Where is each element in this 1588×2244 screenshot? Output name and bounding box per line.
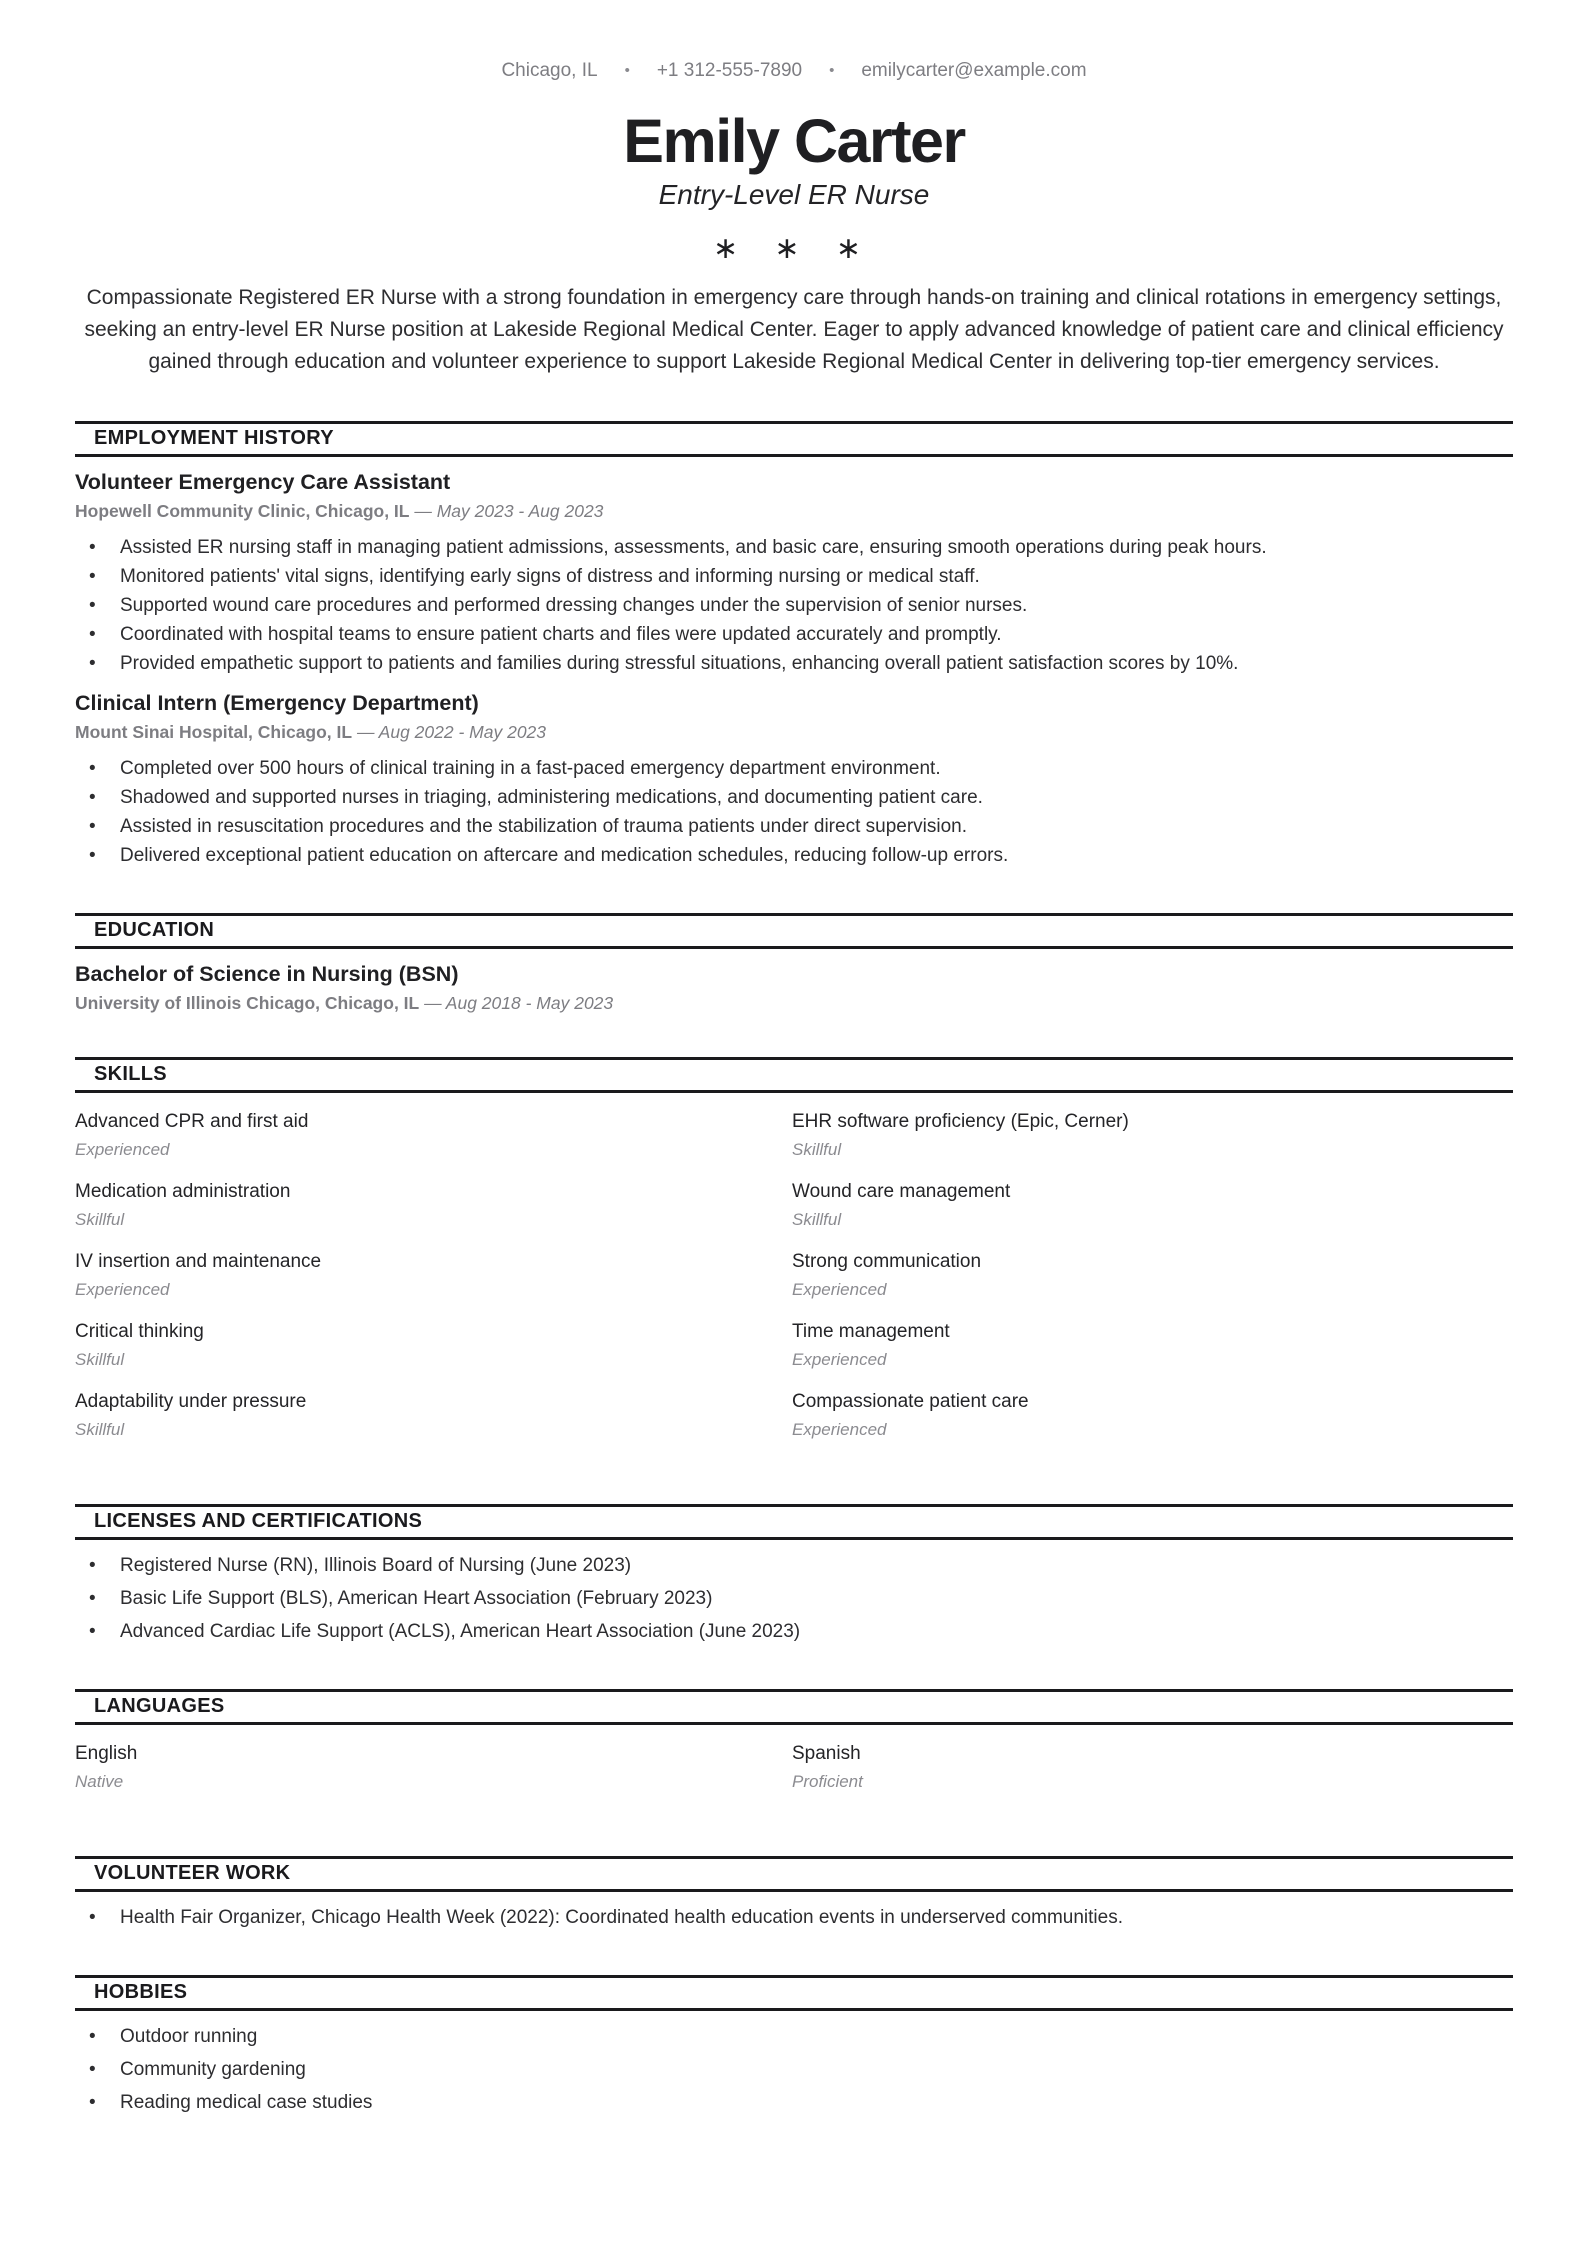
section-heading-skills: SKILLS [75,1057,1513,1093]
skill-name: Compassionate patient care [792,1391,1029,1413]
job-title: Clinical Intern (Emergency Department) [75,691,479,716]
education-entry [75,962,1513,1014]
contact-email: emilycarter@example.com [861,60,1087,81]
hobby-list [75,2022,1513,2117]
skill-level: Experienced [792,1420,887,1440]
degree-title: Bachelor of Science in Nursing (BSN) [75,962,459,987]
skill-name: IV insertion and maintenance [75,1251,322,1273]
job-dates: — May 2023 - Aug 2023 [414,501,604,522]
skill-level: Experienced [792,1350,887,1370]
skill-item [792,1391,1513,1440]
job-entry [75,691,1513,870]
skill-level: Experienced [75,1140,170,1160]
candidate-title: Entry-Level ER Nurse [658,179,930,211]
section-heading-hobbies: HOBBIES [75,1975,1513,2011]
skill-level: Skillful [792,1140,842,1160]
job-bullet: • Coordinated with hospital teams to ensure patient charts and files were updated accurately and promptly. [75,620,1513,649]
skill-name: EHR software proficiency (Epic, Cerner) [792,1111,1129,1133]
skill-item [75,1321,792,1370]
skill-item [792,1321,1513,1370]
education-org-dates [75,993,1513,1014]
job-bullet: • Shadowed and supported nurses in triaging, administering medications, and documenting patient care. [75,783,1513,812]
skill-name: Time management [792,1321,950,1343]
job-bullet: • Delivered exceptional patient education on aftercare and medication schedules, reducing follow-up errors. [75,841,1513,870]
contact-separator-dot: • [829,62,835,79]
job-bullet: • Supported wound care procedures and performed dressing changes under the supervision of senior nurses. [75,591,1513,620]
section-heading-education: EDUCATION [75,913,1513,949]
candidate-name: Emily Carter [623,107,965,175]
volunteer-item: • Health Fair Organizer, Chicago Health Week (2022): Coordinated health education events in underserved communities. [75,1903,1513,1932]
section-volunteer-work [75,1856,1513,1932]
job-bullet-list [75,754,1513,870]
job-bullet: • Provided empathetic support to patients and families during stressful situations, enhancing overall patient satisfaction scores by 10%. [75,649,1513,678]
language-level: Native [75,1772,124,1792]
section-heading-languages: LANGUAGES [75,1689,1513,1725]
section-languages [75,1689,1513,1813]
license-item: • Registered Nurse (RN), Illinois Board of Nursing (June 2023) [75,1551,1513,1580]
skill-name: Adaptability under pressure [75,1391,307,1413]
skill-item [792,1251,1513,1300]
skill-name: Advanced CPR and first aid [75,1111,309,1133]
hobby-item: • Reading medical case studies [75,2088,1513,2117]
languages-grid [75,1743,1513,1813]
language-name: Spanish [792,1743,861,1765]
summary-paragraph: Compassionate Registered ER Nurse with a strong foundation in emergency care through hands-on training and clinical rotations in emergency settings, seeking an entry-level ER Nurse position at Lakeside Regional Medical Center. Eager to apply advanced knowledge of patient care and clinical efficiency gained through education and volunteer experience to support Lakeside Regional Medical Center in delivering top-tier emergency services. [84,286,1504,374]
section-skills [75,1057,1513,1461]
contact-separator-dot: • [624,62,630,79]
hobby-item: • Outdoor running [75,2022,1513,2051]
job-bullet: • Completed over 500 hours of clinical training in a fast-paced emergency department environment. [75,754,1513,783]
section-hobbies [75,1975,1513,2117]
contact-line [75,60,1513,82]
skill-name: Strong communication [792,1251,982,1273]
skill-item [75,1251,792,1300]
section-heading-employment: EMPLOYMENT HISTORY [75,421,1513,457]
job-bullet: • Assisted in resuscitation procedures and the stabilization of trauma patients under direct supervision. [75,812,1513,841]
license-list [75,1551,1513,1646]
job-dates: — Aug 2022 - May 2023 [356,722,547,743]
skill-level: Skillful [75,1210,125,1230]
skill-item [75,1181,792,1230]
job-bullet: • Assisted ER nursing staff in managing patient admissions, assessments, and basic care, ensuring smooth operations during peak hours. [75,533,1513,562]
skill-level: Skillful [792,1210,842,1230]
skill-item [792,1111,1513,1160]
skill-name: Medication administration [75,1181,291,1203]
contact-phone: +1 312-555-7890 [656,60,803,81]
license-item: • Advanced Cardiac Life Support (ACLS), American Heart Association (June 2023) [75,1617,1513,1646]
skill-level: Skillful [75,1420,125,1440]
hobby-item: • Community gardening [75,2055,1513,2084]
job-org-dates [75,722,1513,743]
language-level: Proficient [792,1772,863,1792]
skill-item [792,1181,1513,1230]
skill-level: Experienced [792,1280,887,1300]
job-org: Hopewell Community Clinic, Chicago, IL [75,501,410,522]
contact-location: Chicago, IL [501,60,598,81]
education-dates: — Aug 2018 - May 2023 [424,993,614,1014]
language-item [75,1743,792,1792]
section-heading-volunteer: VOLUNTEER WORK [75,1856,1513,1892]
job-title: Volunteer Emergency Care Assistant [75,470,451,495]
skill-level: Experienced [75,1280,170,1300]
skill-item [75,1391,792,1440]
asterisk-ornament: ∗ ∗ ∗ [712,232,876,266]
language-name: English [75,1743,138,1765]
job-org: Mount Sinai Hospital, Chicago, IL [75,722,353,743]
language-item [792,1743,1513,1792]
section-employment-history [75,421,1513,870]
section-education [75,913,1513,1014]
skill-name: Wound care management [792,1181,1011,1203]
job-bullet-list [75,533,1513,678]
skill-name: Critical thinking [75,1321,204,1343]
volunteer-list [75,1903,1513,1932]
skills-grid [75,1111,1513,1461]
skill-item [75,1111,792,1160]
job-bullet: • Monitored patients' vital signs, identifying early signs of distress and informing nursing or medical staff. [75,562,1513,591]
license-item: • Basic Life Support (BLS), American Heart Association (February 2023) [75,1584,1513,1613]
skill-level: Skillful [75,1350,125,1370]
job-org-dates [75,501,1513,522]
section-heading-licenses: LICENSES AND CERTIFICATIONS [75,1504,1513,1540]
section-licenses [75,1504,1513,1646]
job-entry [75,470,1513,678]
education-school: University of Illinois Chicago, Chicago, IL [75,993,420,1014]
